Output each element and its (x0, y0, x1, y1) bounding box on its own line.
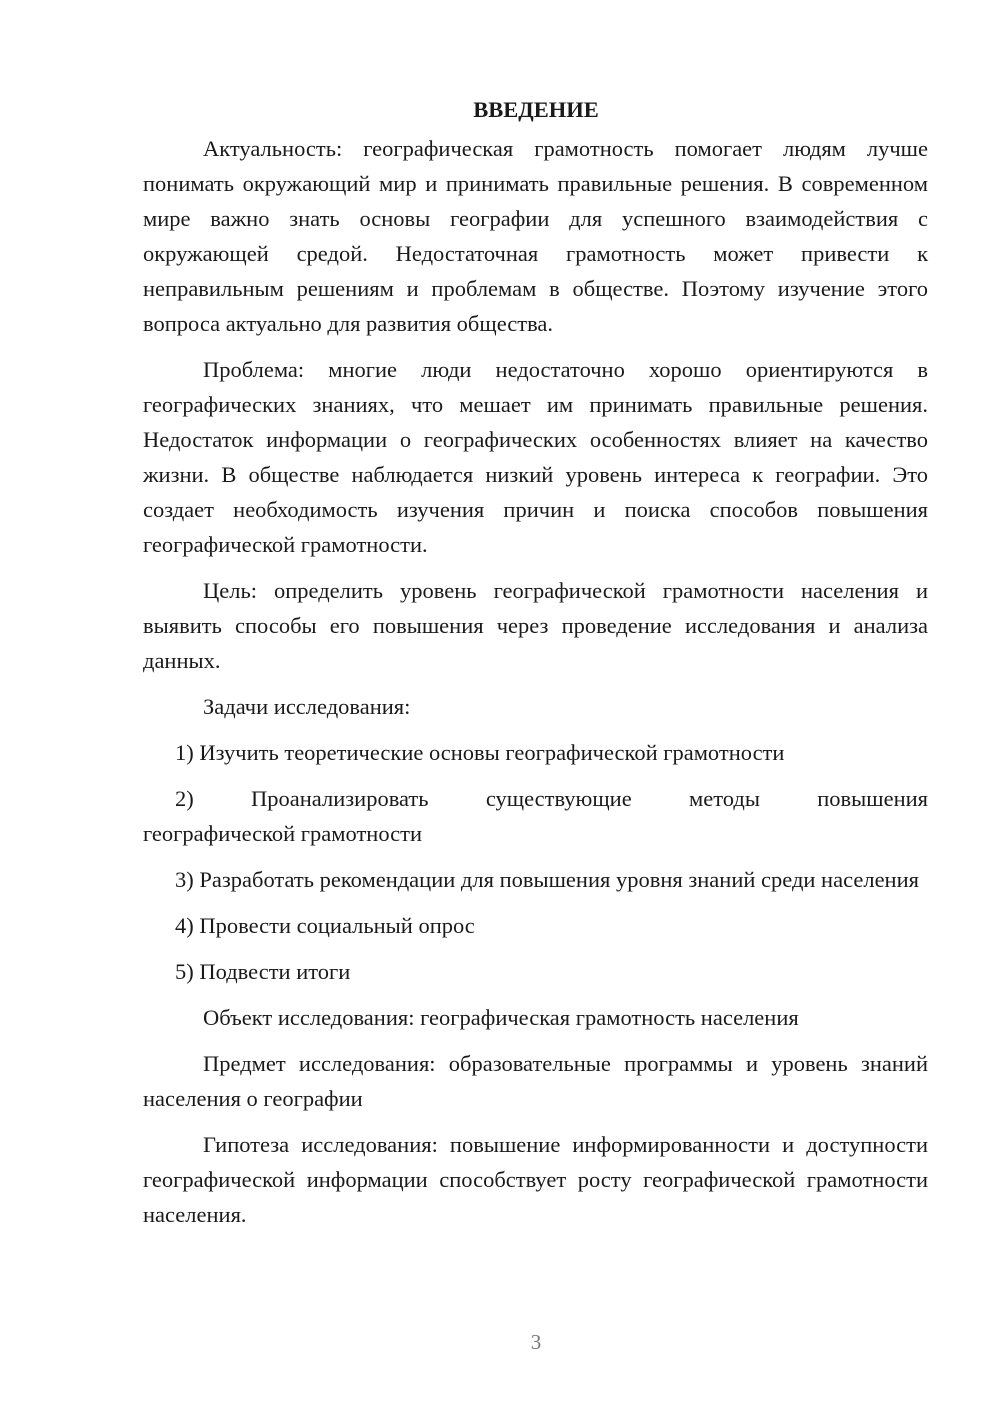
research-object: Объект исследования: географическая грамотность населения (203, 1005, 799, 1030)
problem-paragraph: Проблема: многие люди недостаточно хорошо ориентируются в географических знаниях, что мешает им принимать правильные решения. Недостаток информации о географических особенностях влияет на качество жизни. В обществе наблюдается низкий уровень интереса к географии. Это создает необходимость изучения причин и поиска способов повышения географической грамотности. (143, 357, 928, 557)
page-title: ВВЕДЕНИЕ (473, 97, 599, 122)
task-item-2-line-1: 2) Проанализировать существующие методы повышения (175, 786, 928, 811)
relevance-paragraph: Актуальность: географическая грамотность помогает людям лучше понимать окружающий мир и принимать правильные решения. В современном мире важно знать основы географии для успешного взаимодействия с окружающей средой. Недостаточная грамотность может привести к неправильным решениям и проблемам в обществе. Поэтому изучение этого вопроса актуально для развития общества. (143, 136, 928, 336)
page-content (143, 92, 928, 1243)
tasks-heading: Задачи исследования: (203, 694, 411, 719)
goal-paragraph: Цель: определить уровень географической грамотности населения и выявить способы его повышения через проведение исследования и анализа данных. (143, 578, 928, 673)
task-item-1: 1) Изучить теоретические основы географической грамотности (175, 740, 785, 765)
task-item-2-line-2: географической грамотности (143, 821, 423, 846)
task-item-5: 5) Подвести итоги (175, 959, 351, 984)
research-subject: Предмет исследования: образовательные программы и уровень знаний населения о географии (143, 1051, 928, 1111)
page-number: 3 (530, 1330, 542, 1354)
task-item-4: 4) Провести социальный опрос (175, 913, 475, 938)
research-hypothesis: Гипотеза исследования: повышение информированности и доступности географической информации способствует росту географической грамотности населения. (143, 1132, 928, 1227)
task-item-3: 3) Разработать рекомендации для повышения уровня знаний среди населения (175, 867, 919, 892)
